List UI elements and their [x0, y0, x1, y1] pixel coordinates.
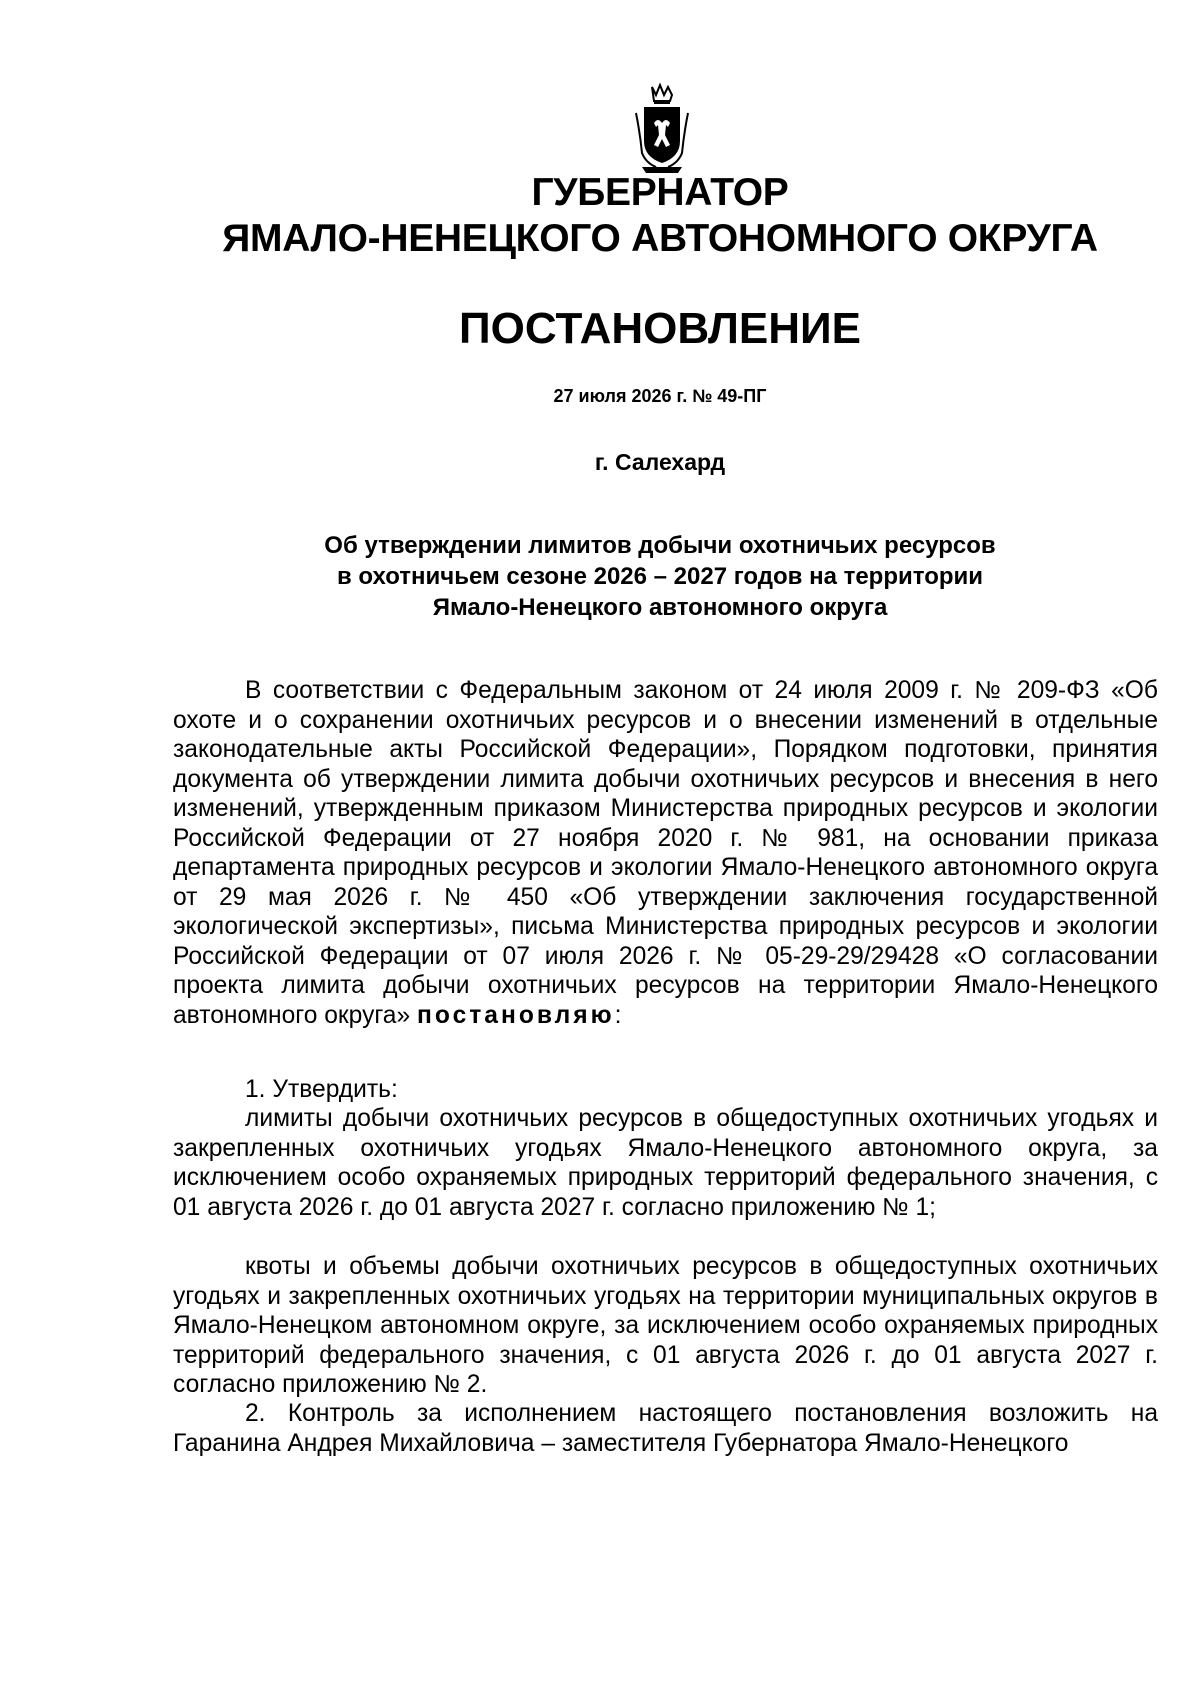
item1-heading: 1. Утвердить: [245, 1076, 398, 1103]
subject-line3: Ямало-Ненецкого автономного округа [432, 594, 888, 621]
document-type: ПОСТАНОВЛЕНИЕ [458, 304, 862, 353]
preamble-text: В соответствии с Федеральным законом от 24 июля 2009 г. № 209-ФЗ «Об охоте и о сохранении охотничьих ресурсов и о внесении изменений в отдельные законодательные акты Российской Федерации», Порядком подготовки, принятия документа об утверждении лимита добычи охотничьих ресурсов и внесения в него изменений, утвержденным приказом Министерства природных ресурсов и экологии Российской Федерации от 27 ноября 2020 г. № 981, на основании приказа департамента природных ресурсов и экологии Ямало-Ненецкого автономного округа от 29 мая 2026 г. № 450 «Об утверждении заключения государственной экологической экспертизы», письма Министерства природных ресурсов и экологии Российской Федерации от 07 июля 2026 г. № 05-29-29/29428 «О согласовании проекта лимита добычи охотничьих ресурсов на территории Ямало-Ненецкого автономного округа» [173, 677, 1158, 1029]
preamble-paragraph [173, 676, 1158, 1030]
document-place: г. Салехард [594, 449, 726, 475]
item1-limits-paragraph: лимиты добычи охотничьих ресурсов в общедоступных охотничьих угодьях и закрепленных охотничьих угодьях Ямало-Ненецкого автономного округа, за исключением особо охраняемых природных территорий федерального значения, с 01 августа 2026 г. до 01 августа 2027 г. согласно приложению № 1; [173, 1105, 1158, 1221]
item1-quotas-paragraph: квоты и объемы добычи охотничьих ресурсов в общедоступных охотничьих угодьях и закрепленных охотничьих угодьях на территории муниципальных округов в Ямало-Ненецком автономном округе, за исключением особо охраняемых природных территорий федерального значения, с 01 августа 2026 г. до 01 августа 2027 г. согласно приложению № 2. [173, 1253, 1158, 1398]
item2-paragraph: 2. Контроль за исполнением настоящего постановления возложить на Гаранина Андрея Михайловича – заместителя Губернатора Ямало-Ненецкого [173, 1400, 1158, 1457]
authority-title-line2: ЯМАЛО-НЕНЕЦКОГО АВТОНОМНОГО ОКРУГА [222, 217, 1098, 260]
resolve-colon: : [614, 1001, 622, 1029]
coat-of-arms-icon [632, 83, 692, 175]
authority-title-line1: ГУБЕРНАТОР [531, 171, 789, 214]
subject-line1: Об утверждении лимитов добычи охотничьих ресурсов [324, 532, 996, 559]
document-subject [0, 530, 1200, 623]
subject-line2: в охотничьем сезоне 2026 – 2027 годов на территории [336, 563, 984, 590]
document-date-number: 27 июля 2026 г. № 49-ПГ [553, 386, 767, 406]
resolve-word: постановляю [417, 1001, 615, 1029]
